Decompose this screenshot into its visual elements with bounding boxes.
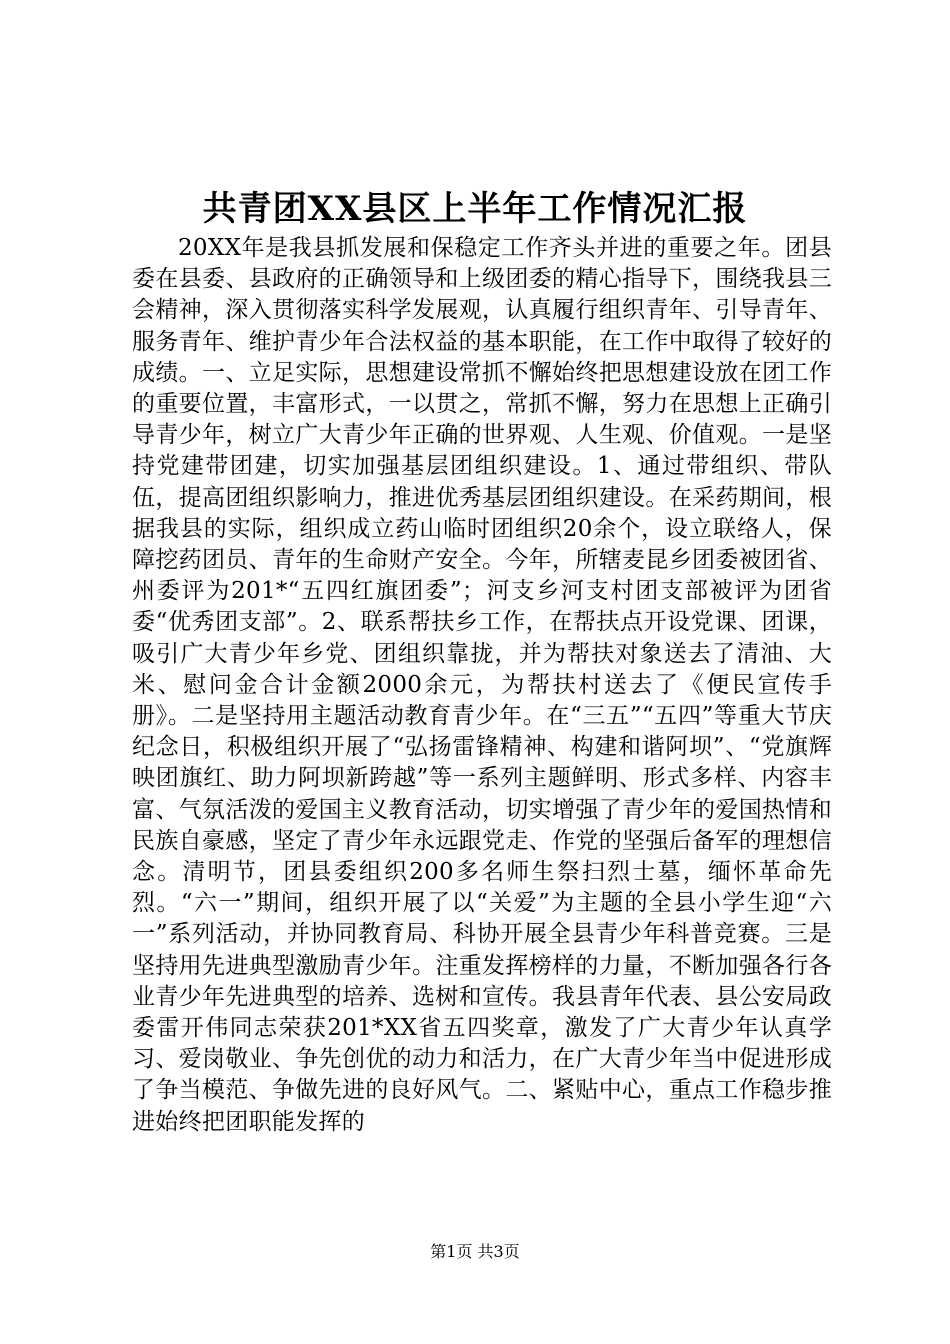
document-title: 共青团XX县区上半年工作情况汇报 — [202, 189, 748, 229]
document-body-paragraph: 20XX年是我县抓发展和保稳定工作齐头并进的重要之年。团县委在县委、县政府的正确领导和上级团委的精心指导下，围绕我县三会精神，深入贯彻落实科学发展观，认真履行组织青年、引导青年、服务青年、维护青少年合法权益的基本职能，在工作中取得了较好的成绩。一、立足实际，思想建设常抓不懈始终把思想建设放在团工作的重要位置，丰富形式，一以贯之，常抓不懈，努力在思想上正确引导青少年，树立广大青少年正确的世界观、人生观、价值观。一是坚持党建带团建，切实加强基层团组织建设。1、通过带组织、带队伍，提高团组织影响力，推进优秀基层团组织建设。在采药期间，根据我县的实际，组织成立药山临时团组织20余个，设立联络人，保障挖药团员、青年的生命财产安全。今年，所辖麦昆乡团委被团省、州委评为201*“五四红旗团委”；河支乡河支村团支部被评为团省委“优秀团支部”。2、联系帮扶乡工作，在帮扶点开设党课、团课，吸引广大青少年乡党、团组织靠拢，并为帮扶对象送去了清油、大米、慰问金合计金额2000余元，为帮扶村送去了《便民宣传手册》。二是坚持用主题活动教育青少年。在“三五”“五四”等重大节庆纪念日，积极组织开展了“弘扬雷锋精神、构建和谐阿坝”、“党旗辉映团旗红、助力阿坝新跨越”等一系列主题鲜明、形式多样、内容丰富、气氛活泼的爱国主义教育活动，切实增强了青少年的爱国热情和民族自豪感，坚定了青少年永远跟党走、作党的坚强后备军的理想信念。清明节，团县委组织200多名师生祭扫烈士墓，缅怀革命先烈。“六一”期间，组织开展了以“关爱”为主题的全县小学生迎“六一”系列活动，并协同教育局、科协开展全县青少年科普竞赛。三是坚持用先进典型激励青少年。注重发挥榜样的力量，不断加强各行各业青少年先进典型的培养、选树和宣传。我县青年代表、县公安局政委雷开伟同志荣获201*XX省五四奖章，激发了广大青少年认真学习、爱岗敬业、争先创优的动力和活力，在广大青少年当中促进形成了争当模范、争做先进的良好风气。二、紧贴中心，重点工作稳步推进始终把团职能发挥的 — [132, 235, 832, 1135]
page-number-footer: 第1页 共3页 — [430, 1242, 520, 1261]
